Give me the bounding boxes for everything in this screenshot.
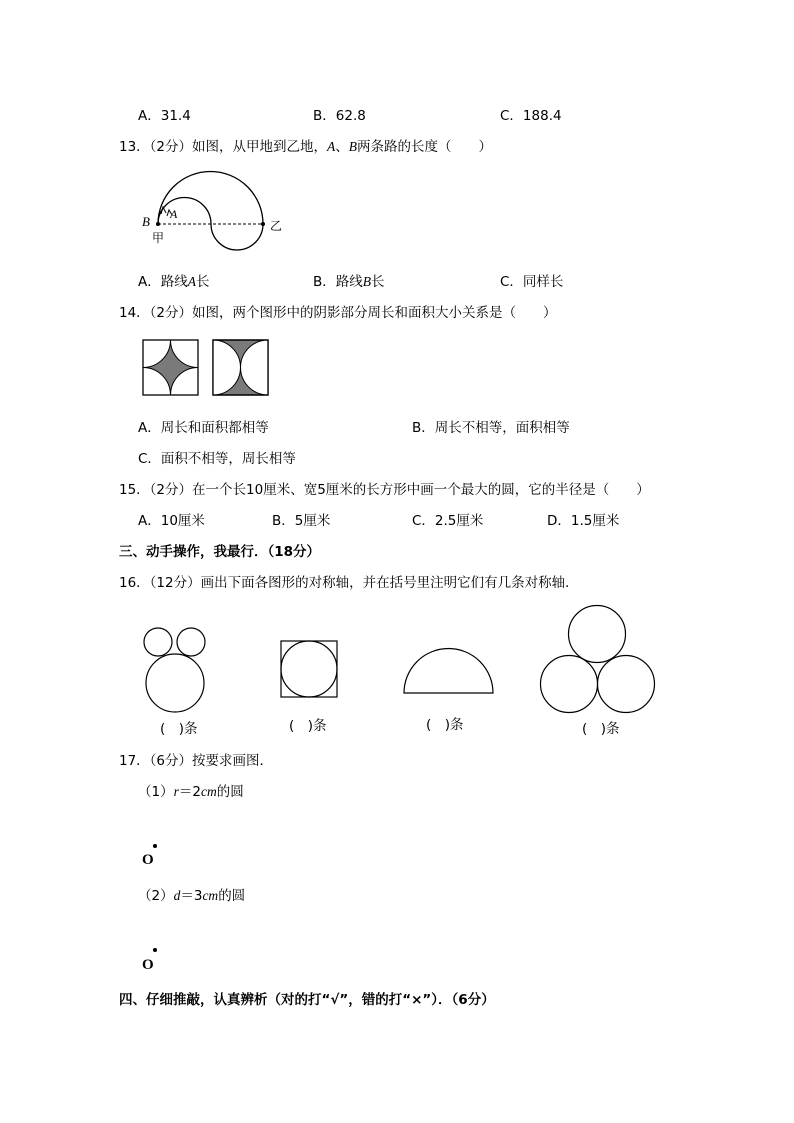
q14-option-c: C．面积不相等，周长相等 (138, 451, 296, 467)
q14-stem: 14．（2分）如图，两个图形中的阴影部分周长和面积大小关系是（ ） (119, 305, 557, 321)
q13-option-b: B．路线B长 (313, 274, 385, 290)
section-3-title: 三、动手操作，我最行．（18分） (119, 544, 321, 560)
q12-option-c: C．188.4 (500, 108, 562, 124)
q16-blank-4[interactable]: ( )条 (582, 721, 620, 737)
q15-option-b: B．5厘米 (272, 513, 331, 529)
q13-option-c: C．同样长 (500, 274, 564, 290)
q13-label-yi: 乙 (270, 219, 283, 233)
q15-option-d: D．1.5厘米 (547, 513, 620, 529)
q14-option-a: A．周长和面积都相等 (138, 420, 269, 436)
q17-center-label-2: O (142, 957, 154, 973)
q12-option-a: A．31.4 (138, 108, 191, 124)
q17-center-label-1: O (142, 852, 154, 868)
q13-stem: 13．（2分）如图，从甲地到乙地，A、B两条路的长度（ ） (119, 139, 493, 155)
q16-blank-3[interactable]: ( )条 (426, 717, 464, 733)
q16-blank-2[interactable]: ( )条 (289, 718, 327, 734)
q14-option-b: B．周长不相等，面积相等 (412, 420, 570, 436)
q16-blank-1[interactable]: ( )条 (160, 721, 198, 737)
section-4-title: 四、仔细推敲，认真辨析（对的打“√”，错的打“×”）．（6分） (119, 992, 495, 1008)
q15-option-c: C．2.5厘米 (412, 513, 484, 529)
q12-option-b: B．62.8 (313, 108, 366, 124)
q15-stem: 15．（2分）在一个长10厘米、宽5厘米的长方形中画一个最大的圆，它的半径是（ ） (119, 482, 650, 498)
center-dot-1 (153, 844, 157, 848)
q13-label-b: B (142, 214, 150, 229)
q17-stem: 17．（6分）按要求画图． (119, 753, 274, 769)
q13-label-a: A (170, 207, 178, 221)
q17-part2: （2）d＝3cm的圆 (138, 888, 246, 904)
q16-stem: 16．（12分）画出下面各图形的对称轴，并在括号里注明它们有几条对称轴． (119, 575, 579, 591)
q15-option-a: A．10厘米 (138, 513, 205, 529)
q17-part1: （1）r＝2cm的圆 (138, 784, 244, 800)
q13-label-jia: 甲 (152, 231, 165, 245)
q13-option-a: A．路线A长 (138, 274, 210, 290)
center-dot-2 (153, 948, 157, 952)
